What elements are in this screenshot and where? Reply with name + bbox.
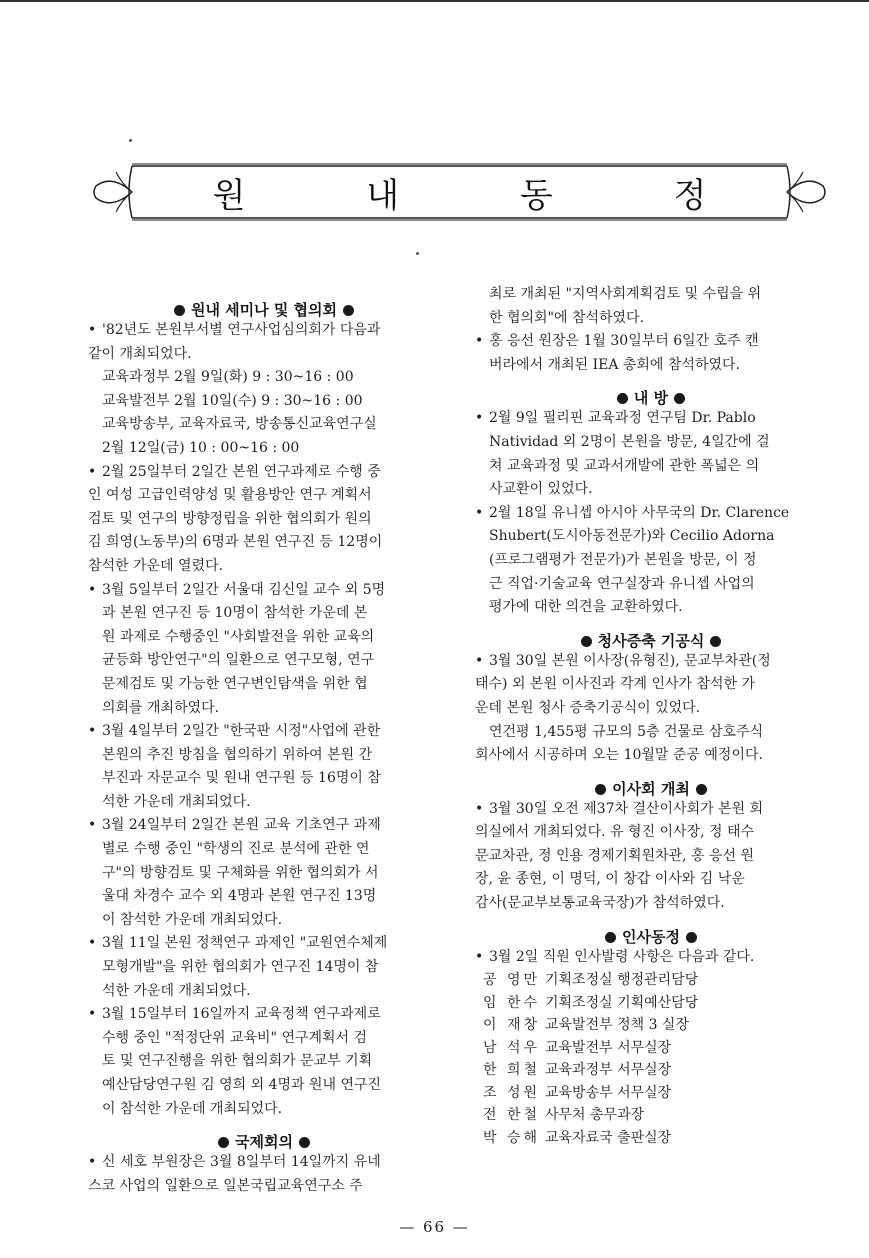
section-body xyxy=(475,650,827,768)
bullet-marker: • xyxy=(475,652,484,669)
bullet-item-line xyxy=(88,1151,440,1175)
text-line xyxy=(88,484,440,508)
bullet-dot-icon xyxy=(174,305,185,316)
line-text: 의실에서 개최되었다. 유 형진 이사장, 정 태수 xyxy=(475,824,755,841)
line-text: 수행 중인 "적정단위 교육비" 연구계획서 검 xyxy=(102,1029,368,1046)
section-heading xyxy=(475,768,827,798)
text-line xyxy=(475,821,827,845)
left-column xyxy=(88,283,440,1198)
line-text: 본원의 추진 방침을 협의하기 위하여 본원 간 xyxy=(102,746,373,763)
bullet-dot-icon xyxy=(686,932,697,943)
staff-name: 공 영만 xyxy=(483,972,541,989)
staff-name: 남 석우 xyxy=(483,1039,541,1056)
line-text: 사교환이 있었다. xyxy=(489,481,593,498)
line-text: 토 및 연구진행을 위한 협의회가 문교부 기획 xyxy=(102,1053,373,1070)
line-text: 석한 가운데 개최되었다. xyxy=(102,793,251,810)
text-line xyxy=(88,1175,440,1199)
line-text: 신 세호 부원장은 3월 8일부터 14일까지 유네 xyxy=(102,1154,381,1171)
text-line xyxy=(88,862,440,886)
line-text: 인 여성 고급인력양성 및 활용방안 연구 계획서 xyxy=(88,487,372,504)
text-line xyxy=(475,845,827,869)
text-line xyxy=(88,697,440,721)
text-line xyxy=(475,283,827,307)
line-text: 2월 18일 유니셉 아시아 사무국의 Dr. Clarence xyxy=(489,504,790,521)
section-heading-text: 이사회 개최 xyxy=(612,779,690,798)
bullet-item-line xyxy=(475,650,827,674)
text-line xyxy=(475,573,827,597)
text-line xyxy=(475,455,827,479)
line-text: 3월 5일부터 2일간 서울대 김신일 교수 외 5명 xyxy=(102,581,386,598)
line-text: 평가에 대한 의견을 교환하였다. xyxy=(489,599,683,616)
line-text: 3월 30일 오전 제37차 결산이사회가 본원 회 xyxy=(489,800,764,817)
section-heading xyxy=(88,283,440,319)
text-line xyxy=(475,431,827,455)
text-line xyxy=(88,673,440,697)
bullet-item-line xyxy=(475,798,827,822)
text-line xyxy=(88,956,440,980)
line-text: 참석한 가운데 열렸다. xyxy=(88,557,224,574)
staff-post: 교육방송부 서무실장 xyxy=(545,1084,672,1101)
text-line xyxy=(475,307,827,331)
staff-post: 기획조정실 행정관리담당 xyxy=(545,972,699,989)
text-line xyxy=(88,1027,440,1051)
staff-post: 교육발전부 정책 3 실장 xyxy=(545,1017,689,1034)
section-heading xyxy=(475,620,827,650)
line-text: '82년도 본원부서별 연구사업심의회가 다음과 xyxy=(102,322,381,338)
line-text: 원 과제로 수행중인 "사회발전을 위한 교육의 xyxy=(102,628,375,645)
bullet-marker: • xyxy=(88,723,97,740)
text-line xyxy=(475,892,827,916)
text-line xyxy=(88,838,440,862)
top-rule xyxy=(0,0,869,2)
bullet-marker: • xyxy=(88,1154,97,1171)
text-line xyxy=(475,525,827,549)
bullet-item-line xyxy=(475,330,827,354)
line-text: 홍 응선 원장은 1월 30일부터 6일간 호주 캔 xyxy=(489,333,759,350)
bullet-item-line xyxy=(88,720,440,744)
line-text: 3월 24일부터 2일간 본원 교육 기초연구 과제 xyxy=(102,817,381,834)
bullet-dot-icon xyxy=(581,636,592,647)
section-body xyxy=(88,319,440,1121)
line-text: 3월 30일 본원 이사장(유형진), 문교부차관(정 xyxy=(489,652,771,669)
staff-name: 이 재창 xyxy=(483,1017,541,1034)
line-text: 문제검토 및 가능한 연구변인탐색을 위한 협 xyxy=(102,675,368,692)
bullet-marker: • xyxy=(88,935,97,952)
bullet-marker: • xyxy=(88,322,97,338)
line-text: 버라에서 개최된 IEA 총회에 참석하였다. xyxy=(489,356,740,373)
line-text: 김 희영(노동부)의 6명과 본원 연구진 등 12명이 xyxy=(88,534,383,551)
title-banner xyxy=(92,162,827,222)
line-text: 울대 차경수 교수 외 4명과 본원 연구진 13명 xyxy=(102,888,377,905)
bullet-dot-icon xyxy=(710,636,721,647)
line-text: 균등화 방안연구"의 일환으로 연구모형, 연구 xyxy=(102,652,375,669)
scan-speck xyxy=(416,252,419,255)
staff-row xyxy=(475,992,827,1015)
text-line xyxy=(475,596,827,620)
line-text: 3월 11일 본원 정책연구 과제인 "교원연수체제 xyxy=(102,935,388,952)
line-text: 쳐 교육과정 및 교과서개발에 관한 폭넓은 의 xyxy=(489,457,760,474)
line-text: 과 본원 연구진 등 10명이 참석한 가운데 본 xyxy=(102,605,368,622)
staff-row xyxy=(475,1014,827,1037)
bullet-marker: • xyxy=(88,1006,97,1023)
line-text: 교육방송부, 교육자료국, 방송통신교육연구실 xyxy=(102,416,377,433)
line-text: 모형개발"을 위한 협의회가 연구진 14명이 참 xyxy=(102,959,379,976)
right-column xyxy=(475,283,827,1149)
section-heading-text: 내 방 xyxy=(633,389,669,408)
line-text: 별로 수행 중인 "학생의 진로 분석에 관한 연 xyxy=(102,841,370,858)
text-line xyxy=(88,508,440,532)
bullet-marker: • xyxy=(475,410,484,427)
bullet-item-line xyxy=(475,502,827,526)
line-text: 3월 15일부터 16일까지 교육정책 연구과제로 xyxy=(102,1006,381,1023)
text-line xyxy=(88,649,440,673)
text-line xyxy=(88,744,440,768)
bullet-marker: • xyxy=(475,948,484,965)
line-text: 2월 25일부터 2일간 본원 연구과제로 수행 중 xyxy=(102,463,381,480)
line-text: 한 협의회"에 참석하였다. xyxy=(489,309,645,326)
section-heading xyxy=(475,377,827,407)
line-text: 2월 9일 필리핀 교육과정 연구팀 Dr. Pablo xyxy=(489,410,756,427)
bullet-marker: • xyxy=(88,817,97,834)
text-line xyxy=(88,885,440,909)
bullet-dot-icon xyxy=(595,784,606,795)
line-text: 3월 2일 직원 인사발령 사항은 다음과 같다. xyxy=(489,948,755,965)
section-heading-text: 청사증축 기공식 xyxy=(597,631,705,650)
text-line xyxy=(88,437,440,461)
text-line xyxy=(475,549,827,573)
bullet-item-line xyxy=(88,1003,440,1027)
section-body xyxy=(475,283,827,377)
text-line xyxy=(88,366,440,390)
text-line xyxy=(88,390,440,414)
line-text: 예산담당연구원 김 영희 외 4명과 원내 연구진 xyxy=(102,1077,382,1093)
section-heading xyxy=(88,1121,440,1151)
bullet-dot-icon xyxy=(299,1137,310,1148)
text-line xyxy=(88,602,440,626)
line-text: 회사에서 시공하며 오는 10월말 준공 예정이다. xyxy=(475,747,763,764)
line-text: 같이 개최되었다. xyxy=(88,345,192,362)
bullet-item-line xyxy=(88,579,440,603)
staff-row xyxy=(475,1059,827,1082)
section-body xyxy=(88,1151,440,1198)
line-text: 이 참석한 가운데 개최되었다. xyxy=(102,911,283,928)
staff-post: 사무처 총무과장 xyxy=(545,1107,645,1124)
section-body xyxy=(475,946,827,970)
line-text: 감사(문교부보통교육국장)가 참석하였다. xyxy=(475,895,725,912)
bullet-dot-icon xyxy=(218,1137,229,1148)
bullet-marker: • xyxy=(475,504,484,521)
line-text: 스코 사업의 일환으로 일본국립교육연구소 주 xyxy=(88,1177,363,1194)
staff-name: 박 승해 xyxy=(483,1129,541,1146)
line-text: 이 참석한 가운데 개최되었다. xyxy=(102,1100,283,1117)
text-line xyxy=(475,697,827,721)
line-text: 2월 12일(금) 10 : 00~16 : 00 xyxy=(102,439,300,456)
staff-post: 교육과정부 서무실장 xyxy=(545,1062,672,1079)
bullet-item-line xyxy=(88,461,440,485)
staff-name: 한 희철 xyxy=(483,1062,541,1079)
staff-post: 교육발전부 서무실장 xyxy=(545,1039,672,1056)
staff-name: 조 성원 xyxy=(483,1084,541,1101)
staff-row xyxy=(475,1082,827,1105)
section-body xyxy=(475,798,827,916)
line-text: 교육발전부 2월 10일(수) 9 : 30~16 : 00 xyxy=(102,392,363,409)
text-line xyxy=(88,555,440,579)
text-line xyxy=(88,791,440,815)
line-text: Natividad 외 2명이 본원을 방문, 4일간에 걸 xyxy=(489,433,770,450)
line-text: 문교차관, 정 인용 경제기획원차관, 홍 응선 원 xyxy=(475,847,755,864)
text-line xyxy=(475,721,827,745)
section-body xyxy=(475,407,827,619)
text-line xyxy=(88,1050,440,1074)
text-line xyxy=(475,673,827,697)
bullet-marker: • xyxy=(88,463,97,480)
section-heading-text: 국제회의 xyxy=(235,1133,293,1152)
text-line xyxy=(88,1074,440,1098)
staff-name: 전 한철 xyxy=(483,1107,541,1124)
bullet-item-line xyxy=(88,319,440,343)
section-heading-text: 원내 세미나 및 협의회 xyxy=(190,301,338,319)
line-text: 구"의 방향검토 및 구체화를 위한 협의회가 서 xyxy=(102,864,379,881)
staff-row xyxy=(475,969,827,992)
section-heading-text: 인사동정 xyxy=(622,927,680,946)
line-text: 검토 및 연구의 방향정립을 위한 협의회가 원의 xyxy=(88,510,372,527)
bullet-marker: • xyxy=(88,581,97,598)
line-text: (프로그램평가 전문가)가 본원을 방문, 이 정 xyxy=(489,551,757,568)
bullet-item-line xyxy=(475,407,827,431)
bullet-item-line xyxy=(88,932,440,956)
line-text: 최로 개최된 "지역사회계획검토 및 수립을 위 xyxy=(489,286,762,302)
text-line xyxy=(88,980,440,1004)
line-text: 운데 본원 청사 증축기공식이 있었다. xyxy=(475,699,701,716)
line-text: 태수) 외 본원 이사진과 각계 인사가 참석한 가 xyxy=(475,676,756,693)
text-line xyxy=(88,1098,440,1122)
bullet-dot-icon xyxy=(674,393,685,404)
staff-row xyxy=(475,1104,827,1127)
staff-post: 교육자료국 출판실장 xyxy=(545,1129,672,1146)
text-line xyxy=(88,531,440,555)
scan-speck xyxy=(129,139,132,142)
bullet-marker: • xyxy=(475,800,484,817)
page-title: 원 내 동 정 xyxy=(212,175,762,216)
line-text: 의회를 개최하였다. xyxy=(102,699,220,716)
staff-row xyxy=(475,1127,827,1150)
bullet-dot-icon xyxy=(696,784,707,795)
line-text: 근 직업·기술교육 연구실장과 유니셉 사업의 xyxy=(489,575,755,592)
staff-name: 임 한수 xyxy=(483,994,541,1011)
line-text: 부진과 자문교수 및 원내 연구원 등 16명이 참 xyxy=(102,770,381,787)
text-line xyxy=(475,354,827,378)
text-line xyxy=(475,478,827,502)
bullet-item-line xyxy=(475,946,827,970)
line-text: Shubert(도시아동전문가)와 Cecilio Adorna xyxy=(489,528,775,545)
line-text: 장, 윤 종현, 이 명덕, 이 창갑 이사와 김 낙운 xyxy=(475,871,745,888)
line-text: 석한 가운데 개최되었다. xyxy=(102,982,251,999)
line-text: 3월 4일부터 2일간 "한국판 시정"사업에 관한 xyxy=(102,723,381,740)
text-line xyxy=(88,626,440,650)
bullet-item-line xyxy=(88,814,440,838)
text-line xyxy=(88,343,440,367)
text-line xyxy=(88,413,440,437)
text-line xyxy=(88,909,440,933)
text-line xyxy=(475,744,827,768)
bullet-dot-icon xyxy=(343,305,354,316)
page-number: — 66 — xyxy=(399,1218,470,1236)
line-text: 연건평 1,455평 규모의 5층 건물로 삼호주식 xyxy=(489,723,764,740)
text-line xyxy=(475,868,827,892)
line-text: 교육과정부 2월 9일(화) 9 : 30~16 : 00 xyxy=(102,369,354,386)
section-heading xyxy=(475,916,827,946)
staff-row xyxy=(475,1037,827,1060)
staff-post: 기획조정실 기획예산담당 xyxy=(545,994,699,1011)
text-line xyxy=(88,767,440,791)
bullet-dot-icon xyxy=(605,932,616,943)
bullet-marker: • xyxy=(475,333,484,350)
bullet-dot-icon xyxy=(617,393,628,404)
